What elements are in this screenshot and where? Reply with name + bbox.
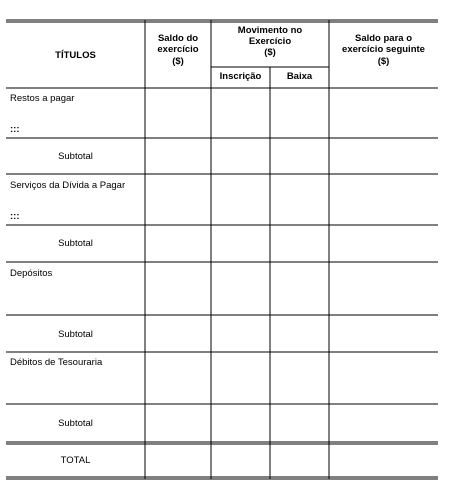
header-titulos: TÍTULOS (55, 50, 96, 61)
header-movimento-line1: Movimento no (237, 25, 303, 36)
header-baixa: Baixa (286, 71, 313, 82)
section-title-depositos: Depósitos (10, 268, 53, 279)
header-saldo-exercicio-line1: Saldo do (157, 33, 199, 44)
total-label: TOTAL (60, 455, 91, 466)
header-saldo-exercicio-line2: exercício (157, 44, 199, 55)
section-continuation-restos: ::: (10, 124, 20, 135)
subtotal-depositos: Subtotal (58, 329, 93, 340)
section-title-restos-a-pagar: Restos a pagar (10, 93, 75, 104)
header-saldo-seguinte-line1: Saldo para o (354, 33, 412, 44)
header-saldo-seguinte-line2: exercício seguinte (342, 44, 425, 55)
table-grid-lines (6, 19, 438, 481)
subtotal-servicos-divida: Subtotal (58, 238, 93, 249)
subtotal-restos-a-pagar: Subtotal (58, 151, 93, 162)
subtotal-debitos-tesouraria: Subtotal (58, 418, 93, 429)
header-movimento-unit: ($) (264, 47, 276, 58)
header-saldo-exercicio-unit: ($) (172, 56, 184, 67)
header-saldo-seguinte-unit: ($) (377, 56, 390, 67)
section-title-debitos-tesouraria: Débitos de Tesouraria (10, 357, 103, 368)
header-inscricao: Inscrição (219, 71, 262, 82)
section-title-servicos-divida: Serviços da Dívida a Pagar (10, 180, 126, 191)
balance-table (6, 19, 438, 481)
header-movimento-line2: Exercício (248, 36, 292, 47)
section-continuation-servicos: ::: (10, 211, 20, 222)
